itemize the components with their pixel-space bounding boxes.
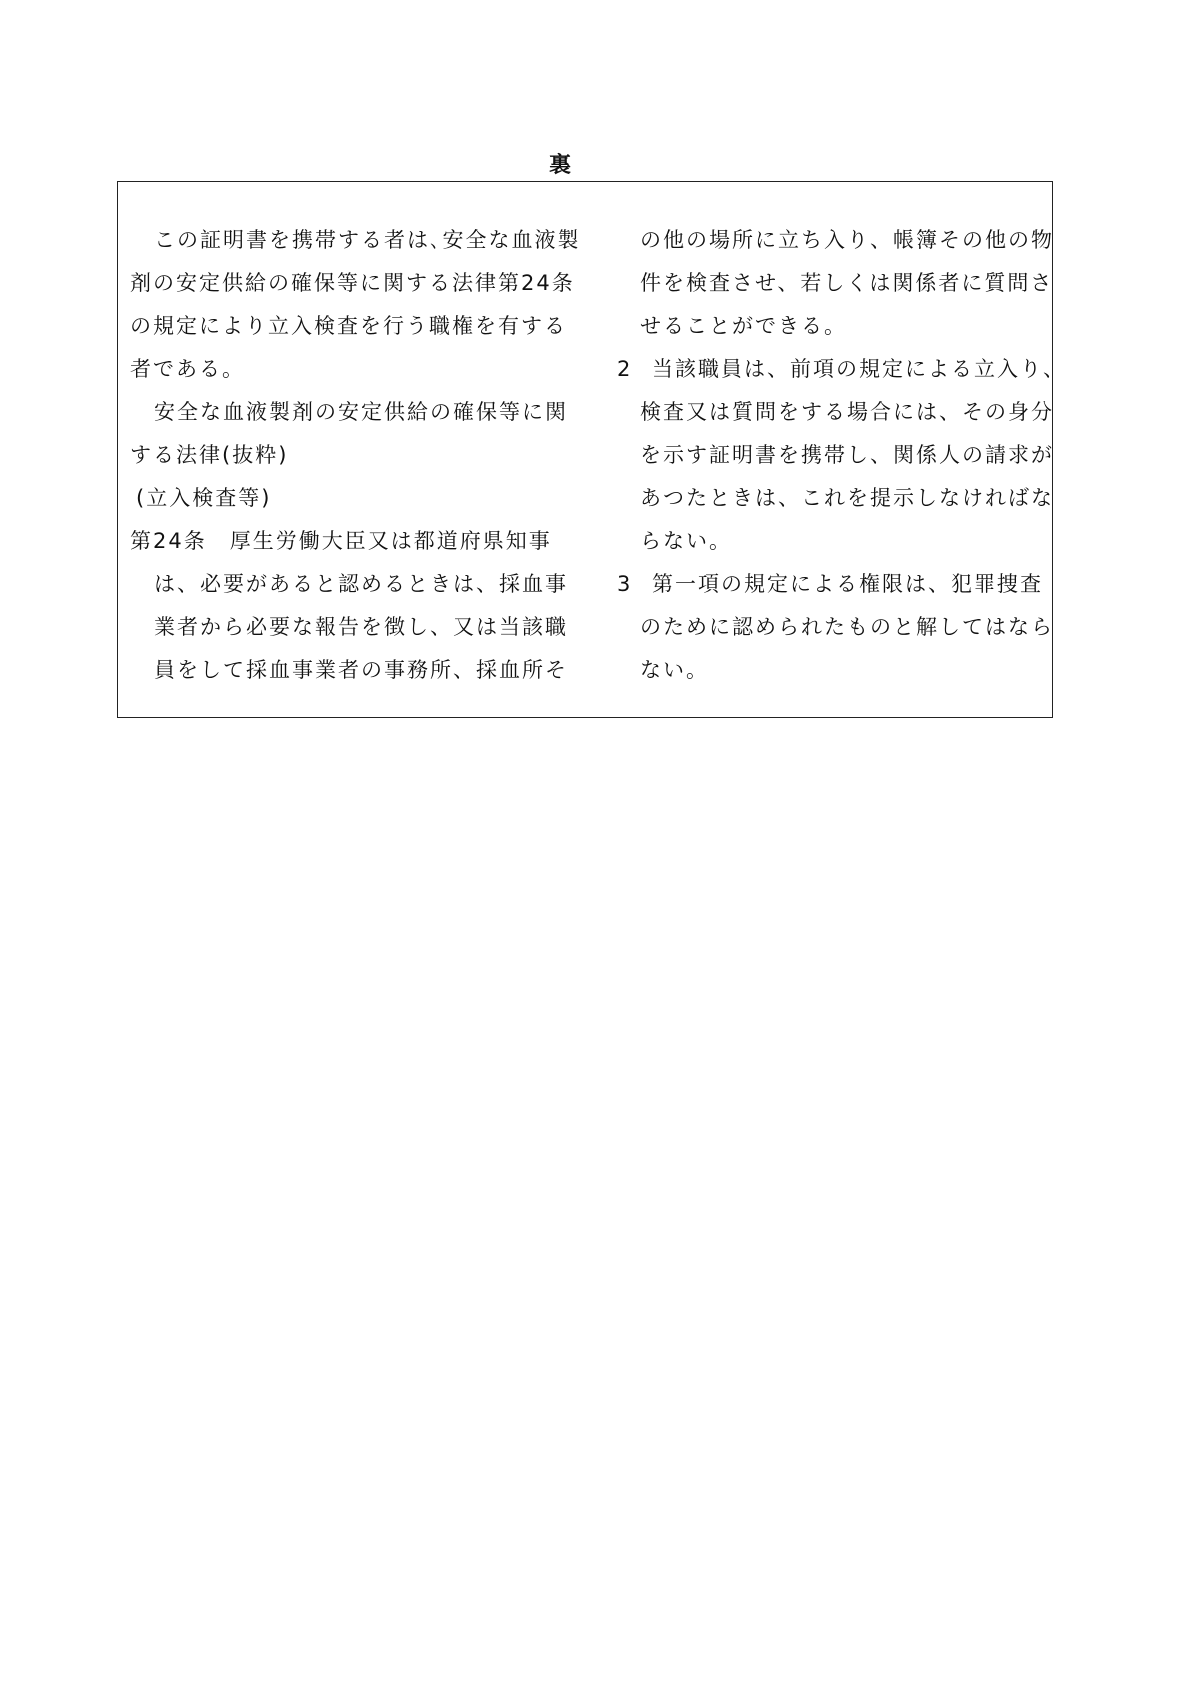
paragraph-number-3: 3 bbox=[617, 572, 631, 596]
left-line-5: 安全な血液製剤の安定供給の確保等に関 bbox=[154, 400, 568, 424]
paragraph-number-2: 2 bbox=[617, 357, 631, 381]
left-line-11: 員をして採血事業者の事務所、採血所そ bbox=[154, 658, 568, 682]
left-line-2: 剤の安定供給の確保等に関する法律第24条 bbox=[130, 271, 575, 295]
right-line-7: あつたときは、これを提示しなければな bbox=[640, 486, 1054, 510]
right-line-6: を示す証明書を携帯し、関係人の請求が bbox=[640, 443, 1054, 467]
right-line-1: の他の場所に立ち入り、帳簿その他の物 bbox=[640, 228, 1054, 252]
left-line-6: する法律(抜粋) bbox=[130, 443, 289, 467]
right-line-2: 件を検査させ、若しくは関係者に質問さ bbox=[640, 271, 1054, 295]
right-line-8: らない。 bbox=[640, 529, 732, 553]
left-line-8: 第24条 厚生労働大臣又は都道府県知事 bbox=[130, 529, 552, 553]
left-line-9: は、必要があると認めるときは、採血事 bbox=[154, 572, 568, 596]
page-heading: 裏 bbox=[548, 153, 571, 178]
right-line-3: せることができる。 bbox=[640, 314, 847, 338]
left-line-10: 業者から必要な報告を徴し、又は当該職 bbox=[154, 615, 568, 639]
left-line-1: この証明書を携帯する者は､安全な血液製 bbox=[154, 228, 581, 252]
left-line-3: の規定により立入検査を行う職権を有する bbox=[130, 314, 567, 338]
left-line-7: (立入検査等) bbox=[136, 486, 272, 510]
right-line-11: ない。 bbox=[640, 658, 709, 682]
right-line-10: のために認められたものと解してはなら bbox=[640, 615, 1054, 639]
right-line-4: 当該職員は、前項の規定による立入り、 bbox=[652, 357, 1066, 381]
left-line-4: 者である。 bbox=[130, 357, 245, 381]
right-line-5: 検査又は質問をする場合には、その身分 bbox=[640, 400, 1054, 424]
right-line-9: 第一項の規定による権限は、犯罪捜査 bbox=[652, 572, 1043, 596]
